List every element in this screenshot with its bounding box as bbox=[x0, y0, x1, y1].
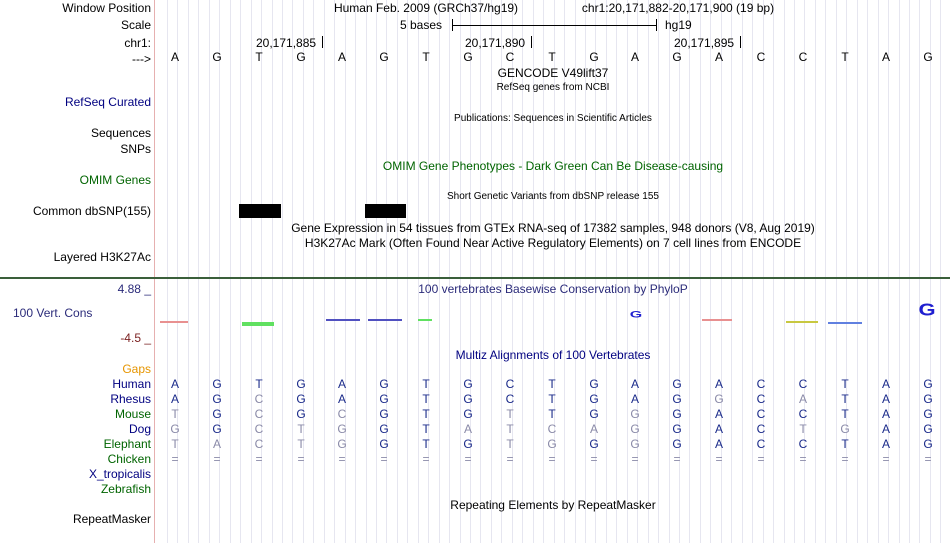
alignment-base-human: T bbox=[548, 377, 556, 391]
alignment-base-human: C bbox=[798, 377, 808, 391]
conservation-signal bbox=[786, 321, 818, 323]
alignment-base-rhesus: G bbox=[212, 392, 222, 406]
gridline bbox=[376, 0, 377, 543]
track-group-separator bbox=[0, 277, 950, 279]
coordinate-1: 20,171,885 bbox=[256, 36, 317, 50]
alignment-base-rhesus: A bbox=[630, 392, 639, 406]
gencode-track-title[interactable]: GENCODE V49lift37 bbox=[497, 66, 609, 80]
alignment-base-mouse: C bbox=[756, 407, 766, 421]
track-label-omim[interactable]: OMIM Genes bbox=[79, 173, 151, 187]
alignment-base-dog: G bbox=[840, 422, 850, 436]
alignment-base-human: G bbox=[923, 377, 933, 391]
gridline bbox=[240, 0, 241, 543]
alignment-base-elephant: A bbox=[212, 437, 221, 451]
alignment-base-mouse: C bbox=[254, 407, 264, 421]
base-letter: T bbox=[548, 50, 556, 64]
species-label-elephant[interactable]: Elephant bbox=[103, 437, 151, 451]
alignment-base-chicken: = bbox=[757, 452, 765, 466]
base-letter: C bbox=[756, 50, 766, 64]
alignment-base-chicken: = bbox=[380, 452, 388, 466]
alignment-base-chicken: = bbox=[841, 452, 849, 466]
alignment-base-rhesus: A bbox=[337, 392, 346, 406]
gridline bbox=[209, 0, 210, 543]
gridline bbox=[418, 0, 419, 543]
gridline bbox=[815, 0, 816, 543]
gtex-track-title[interactable]: Gene Expression in 54 tissues from GTEx RNA-seq of 17382 samples, 948 donors (V8, Aug 2019) bbox=[291, 221, 815, 235]
assembly-db-label: hg19 bbox=[665, 18, 692, 32]
alignment-base-dog: T bbox=[506, 422, 514, 436]
base-letter: G bbox=[923, 50, 933, 64]
track-label-refseq[interactable]: RefSeq Curated bbox=[64, 95, 151, 109]
alignment-base-chicken: = bbox=[548, 452, 556, 466]
chromosome-label: chr1: bbox=[124, 36, 151, 50]
alignment-base-mouse: T bbox=[422, 407, 430, 421]
species-label-zebrafish[interactable]: Zebrafish bbox=[100, 482, 151, 496]
gridline bbox=[167, 0, 168, 543]
alignment-base-chicken: = bbox=[213, 452, 221, 466]
alignment-base-chicken: = bbox=[464, 452, 472, 466]
alignment-base-human: A bbox=[170, 377, 179, 391]
gridline bbox=[784, 0, 785, 543]
alignment-base-rhesus: G bbox=[463, 392, 473, 406]
gridline bbox=[710, 0, 711, 543]
scale-bar bbox=[452, 25, 657, 26]
assembly-text: Human Feb. 2009 (GRCh37/hg19) bbox=[333, 1, 519, 15]
gridline bbox=[251, 0, 252, 543]
coordinate-1-tick bbox=[322, 36, 323, 48]
track-label-snps[interactable]: SNPs bbox=[120, 142, 151, 156]
alignment-base-dog: C bbox=[254, 422, 264, 436]
alignment-base-dog: G bbox=[170, 422, 180, 436]
alignment-base-dog: G bbox=[379, 422, 389, 436]
gridline bbox=[282, 0, 283, 543]
base-letter: C bbox=[505, 50, 515, 64]
species-label-xtropicalis[interactable]: X_tropicalis bbox=[88, 467, 151, 481]
alignment-base-human: A bbox=[881, 377, 890, 391]
alignment-base-human: A bbox=[714, 377, 723, 391]
gridline bbox=[689, 0, 690, 543]
coordinate-2-tick bbox=[531, 36, 532, 48]
track-label-sequences[interactable]: Sequences bbox=[90, 126, 151, 140]
alignment-base-chicken: = bbox=[422, 452, 430, 466]
base-letter: T bbox=[422, 50, 430, 64]
alignment-base-rhesus: C bbox=[254, 392, 264, 406]
alignment-base-human: C bbox=[505, 377, 515, 391]
base-letter: G bbox=[296, 50, 306, 64]
gridline bbox=[867, 0, 868, 543]
alignment-base-rhesus: T bbox=[841, 392, 849, 406]
base-letter: G bbox=[212, 50, 222, 64]
conservation-signal bbox=[702, 319, 732, 321]
alignment-base-dog: T bbox=[422, 422, 430, 436]
alignment-base-rhesus: A bbox=[798, 392, 807, 406]
track-area[interactable] bbox=[156, 0, 950, 543]
coordinate-3: 20,171,895 bbox=[674, 36, 735, 50]
gridline bbox=[899, 0, 900, 543]
gridline bbox=[773, 0, 774, 543]
species-label-mouse[interactable]: Mouse bbox=[114, 407, 151, 421]
conservation-signal bbox=[418, 319, 432, 321]
alignment-base-elephant: C bbox=[756, 437, 766, 451]
alignment-base-chicken: = bbox=[590, 452, 598, 466]
gridline bbox=[439, 0, 440, 543]
gridline bbox=[919, 0, 920, 543]
alignment-base-dog: G bbox=[337, 422, 347, 436]
alignment-base-human: T bbox=[255, 377, 263, 391]
alignment-base-mouse: G bbox=[212, 407, 222, 421]
alignment-base-elephant: G bbox=[630, 437, 640, 451]
alignment-base-elephant: G bbox=[463, 437, 473, 451]
gridline bbox=[188, 0, 189, 543]
alignment-base-human: T bbox=[422, 377, 430, 391]
base-letter: T bbox=[841, 50, 849, 64]
species-label-chicken[interactable]: Chicken bbox=[107, 452, 151, 466]
alignment-base-dog: T bbox=[799, 422, 807, 436]
alignment-base-rhesus: A bbox=[170, 392, 179, 406]
base-letter: G bbox=[463, 50, 473, 64]
snp-feature-1[interactable] bbox=[239, 204, 281, 218]
alignment-base-human: G bbox=[589, 377, 599, 391]
window-position-label: Window Position bbox=[62, 1, 151, 15]
base-letter: G bbox=[589, 50, 599, 64]
omim-track-title[interactable]: OMIM Gene Phenotypes - Dark Green Can Be Disease-causing bbox=[382, 159, 724, 173]
base-letter: A bbox=[714, 50, 723, 64]
alignment-base-chicken: = bbox=[715, 452, 723, 466]
gridline bbox=[460, 0, 461, 543]
alignment-base-mouse: C bbox=[798, 407, 808, 421]
alignment-base-mouse: G bbox=[296, 407, 306, 421]
gridline bbox=[449, 0, 450, 543]
alignment-base-chicken: = bbox=[506, 452, 514, 466]
gridline bbox=[324, 0, 325, 543]
alignment-base-rhesus: C bbox=[505, 392, 515, 406]
alignment-base-mouse: G bbox=[589, 407, 599, 421]
alignment-base-elephant: G bbox=[547, 437, 557, 451]
alignment-base-dog: A bbox=[589, 422, 598, 436]
gridline bbox=[616, 0, 617, 543]
species-label-rhesus[interactable]: Rhesus bbox=[110, 392, 151, 406]
gridline bbox=[313, 0, 314, 543]
scale-text: 5 bases bbox=[399, 18, 443, 32]
conservation-signal bbox=[160, 321, 188, 323]
alignment-base-dog: A bbox=[463, 422, 472, 436]
alignment-base-chicken: = bbox=[924, 452, 932, 466]
species-label-dog[interactable]: Dog bbox=[128, 422, 151, 436]
conservation-logo-letter: G bbox=[918, 299, 936, 320]
alignment-base-rhesus: G bbox=[379, 392, 389, 406]
species-label-human[interactable]: Human bbox=[112, 377, 151, 391]
alignment-base-chicken: = bbox=[631, 452, 639, 466]
refseq-track-title[interactable]: RefSeq genes from NCBI bbox=[496, 82, 610, 93]
base-letter: T bbox=[255, 50, 263, 64]
conservation-signal bbox=[326, 319, 360, 321]
gridline bbox=[857, 0, 858, 543]
alignment-base-human: G bbox=[212, 377, 222, 391]
base-letter: C bbox=[798, 50, 808, 64]
alignment-base-human: G bbox=[672, 377, 682, 391]
gridline bbox=[198, 0, 199, 543]
alignment-base-elephant: C bbox=[798, 437, 808, 451]
alignment-base-human: G bbox=[463, 377, 473, 391]
alignment-base-chicken: = bbox=[799, 452, 807, 466]
gridline bbox=[878, 0, 879, 543]
h3k27ac-track-title[interactable]: H3K27Ac Mark (Often Found Near Active Regulatory Elements) on 7 cell lines from ENCODE bbox=[304, 236, 802, 250]
alignment-base-rhesus: G bbox=[714, 392, 724, 406]
alignment-base-elephant: T bbox=[841, 437, 849, 451]
gridline bbox=[272, 0, 273, 543]
gridline bbox=[648, 0, 649, 543]
base-letter: A bbox=[337, 50, 346, 64]
track-label-gaps[interactable]: Gaps bbox=[122, 362, 151, 376]
alignment-base-elephant: G bbox=[589, 437, 599, 451]
alignment-base-human: G bbox=[296, 377, 306, 391]
gridline bbox=[230, 0, 231, 543]
alignment-base-dog: A bbox=[714, 422, 723, 436]
alignment-base-dog: G bbox=[672, 422, 682, 436]
base-letter: A bbox=[881, 50, 890, 64]
gridline bbox=[940, 0, 941, 543]
scale-bar-left-tick bbox=[452, 19, 453, 31]
conservation-signal bbox=[242, 322, 274, 326]
gridline bbox=[366, 0, 367, 543]
gridline bbox=[731, 0, 732, 543]
alignment-base-chicken: = bbox=[255, 452, 263, 466]
track-label-column bbox=[0, 0, 155, 543]
alignment-base-mouse: T bbox=[171, 407, 179, 421]
multiz-track-title[interactable]: Multiz Alignments of 100 Vertebrates bbox=[455, 348, 651, 362]
alignment-base-elephant: T bbox=[297, 437, 305, 451]
phylop-track-title[interactable]: 100 vertebrates Basewise Conservation by PhyloP bbox=[418, 282, 688, 296]
alignment-base-mouse: T bbox=[548, 407, 556, 421]
coordinate-3-tick bbox=[740, 36, 741, 48]
alignment-base-mouse: A bbox=[881, 407, 890, 421]
alignment-base-dog: T bbox=[297, 422, 305, 436]
scale-bar-right-tick bbox=[656, 19, 657, 31]
alignment-base-mouse: T bbox=[841, 407, 849, 421]
snp-feature-2[interactable] bbox=[365, 204, 406, 218]
alignment-base-elephant: G bbox=[923, 437, 933, 451]
alignment-base-human: C bbox=[756, 377, 766, 391]
gridline bbox=[292, 0, 293, 543]
publications-track-title[interactable]: Publications: Sequences in Scientific Articles bbox=[454, 113, 652, 124]
alignment-base-human: G bbox=[379, 377, 389, 391]
gridline bbox=[491, 0, 492, 543]
base-letter: A bbox=[630, 50, 639, 64]
alignment-base-elephant: C bbox=[254, 437, 264, 451]
alignment-base-chicken: = bbox=[297, 452, 305, 466]
gridline bbox=[669, 0, 670, 543]
strand-arrow-label: ---> bbox=[132, 52, 151, 66]
alignment-base-dog: G bbox=[212, 422, 222, 436]
alignment-base-rhesus: T bbox=[422, 392, 430, 406]
alignment-base-mouse: G bbox=[379, 407, 389, 421]
gridline bbox=[836, 0, 837, 543]
base-letter: A bbox=[170, 50, 179, 64]
position-text: chr1:20,171,882-20,171,900 (19 bp) bbox=[581, 1, 775, 15]
track-label-h3k27ac[interactable]: Layered H3K27Ac bbox=[53, 250, 151, 264]
alignment-base-elephant: G bbox=[337, 437, 347, 451]
coordinate-2: 20,171,890 bbox=[465, 36, 526, 50]
gridline bbox=[742, 0, 743, 543]
alignment-base-rhesus: G bbox=[589, 392, 599, 406]
gridline bbox=[397, 0, 398, 543]
scale-label: Scale bbox=[120, 18, 151, 32]
alignment-base-chicken: = bbox=[882, 452, 890, 466]
alignment-base-chicken: = bbox=[338, 452, 346, 466]
alignment-base-elephant: T bbox=[422, 437, 430, 451]
conservation-min-label: -4.5 _ bbox=[120, 331, 151, 345]
alignment-base-chicken: = bbox=[673, 452, 681, 466]
alignment-base-chicken: = bbox=[171, 452, 179, 466]
alignment-base-human: A bbox=[337, 377, 346, 391]
alignment-base-dog: C bbox=[547, 422, 557, 436]
track-label-conservation[interactable]: 100 Vert. Cons bbox=[13, 306, 93, 320]
conservation-max-label: 4.88 _ bbox=[117, 282, 151, 296]
alignment-base-dog: G bbox=[923, 422, 933, 436]
alignment-base-mouse: G bbox=[463, 407, 473, 421]
repeatmasker-track-title[interactable]: Repeating Elements by RepeatMasker bbox=[450, 498, 656, 512]
alignment-base-mouse: A bbox=[714, 407, 723, 421]
gridline bbox=[407, 0, 408, 543]
alignment-base-rhesus: A bbox=[881, 392, 890, 406]
gridline bbox=[700, 0, 701, 543]
gridline bbox=[658, 0, 659, 543]
alignment-base-dog: G bbox=[630, 422, 640, 436]
alignment-base-mouse: G bbox=[672, 407, 682, 421]
conservation-signal bbox=[368, 319, 402, 321]
alignment-base-mouse: G bbox=[923, 407, 933, 421]
gridline bbox=[480, 0, 481, 543]
gridline bbox=[752, 0, 753, 543]
alignment-base-rhesus: G bbox=[296, 392, 306, 406]
alignment-base-rhesus: T bbox=[548, 392, 556, 406]
dbsnp-track-title[interactable]: Short Genetic Variants from dbSNP release 155 bbox=[447, 191, 659, 202]
alignment-base-rhesus: G bbox=[672, 392, 682, 406]
track-label-dbsnp[interactable]: Common dbSNP(155) bbox=[32, 204, 151, 218]
alignment-base-elephant: G bbox=[379, 437, 389, 451]
alignment-base-rhesus: G bbox=[923, 392, 933, 406]
gridline bbox=[825, 0, 826, 543]
alignment-base-rhesus: C bbox=[756, 392, 766, 406]
alignment-base-dog: A bbox=[881, 422, 890, 436]
alignment-base-elephant: A bbox=[714, 437, 723, 451]
conservation-logo-letter: G bbox=[629, 309, 643, 320]
alignment-base-human: T bbox=[841, 377, 849, 391]
base-letter: G bbox=[672, 50, 682, 64]
gridline bbox=[627, 0, 628, 543]
gridline bbox=[794, 0, 795, 543]
alignment-base-dog: C bbox=[756, 422, 766, 436]
base-letter: G bbox=[379, 50, 389, 64]
alignment-base-mouse: T bbox=[506, 407, 514, 421]
alignment-base-mouse: G bbox=[630, 407, 640, 421]
alignment-base-human: A bbox=[630, 377, 639, 391]
conservation-signal bbox=[828, 322, 862, 324]
alignment-base-mouse: C bbox=[337, 407, 347, 421]
gridline bbox=[355, 0, 356, 543]
gridline bbox=[334, 0, 335, 543]
alignment-base-elephant: G bbox=[672, 437, 682, 451]
gridline bbox=[909, 0, 910, 543]
alignment-base-elephant: T bbox=[171, 437, 179, 451]
track-label-repeatmasker[interactable]: RepeatMasker bbox=[72, 512, 151, 526]
alignment-base-elephant: A bbox=[881, 437, 890, 451]
alignment-base-elephant: T bbox=[506, 437, 514, 451]
